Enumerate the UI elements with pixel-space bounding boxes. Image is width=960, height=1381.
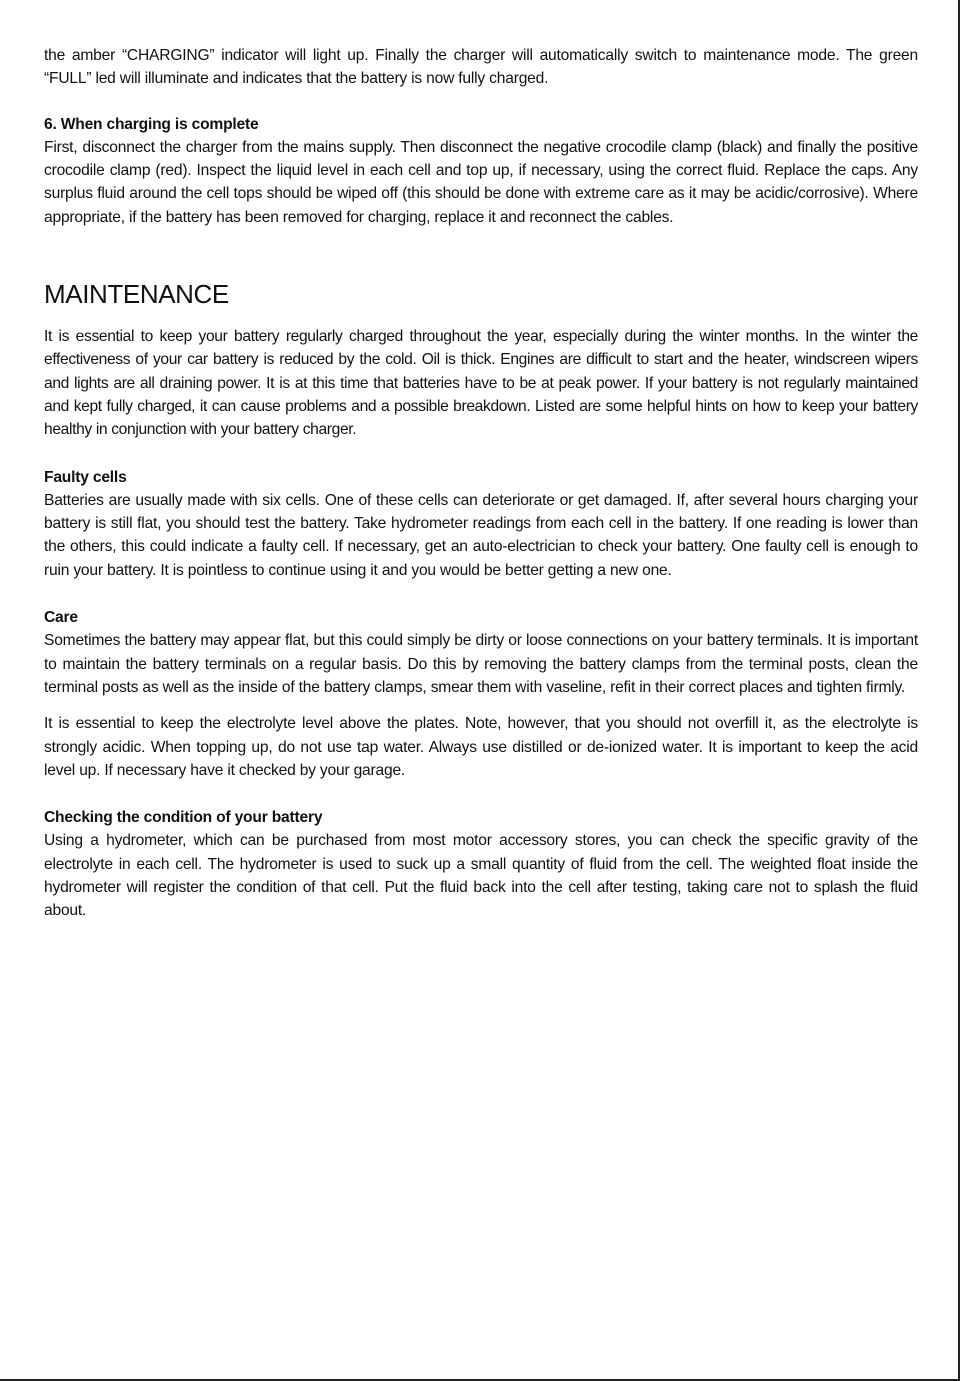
section-faulty-cells [44, 466, 918, 582]
checking-heading: Checking the condition of your battery [44, 809, 323, 827]
faulty-cells-body: Batteries are usually made with six cells. One of these cells can deteriorate or get damaged. If, after several hours charging your battery is still flat, you should test the battery. Take hydrometer readings from each cell in the battery. If one reading is lower than the others, this could indicate a faulty cell. If necessary, get an auto-electrician to check your battery. One faulty cell is enough to ruin your battery. It is pointless to continue using it and you would be better getting a new one. [44, 491, 918, 579]
section-checking-condition [44, 806, 918, 922]
section-care [44, 606, 918, 782]
section-heading: 6. When charging is complete [44, 115, 259, 133]
intro-paragraph: the amber “CHARGING” indicator will light up. Finally the charger will automatically switch to maintenance mode. The green “FULL” led will illuminate and indicates that the battery is now fully charged. [44, 47, 918, 88]
section-when-charging-complete [44, 113, 918, 229]
faulty-cells-heading: Faulty cells [44, 468, 127, 486]
checking-body: Using a hydrometer, which can be purchased from most motor accessory stores, you can check the specific gravity of the electrolyte in each cell. The hydrometer is used to suck up a small quantity of fluid from the cell. The weighted float inside the hydrometer will register the condition of that cell. Put the fluid back into the cell after testing, taking care not to splash the fluid about. [44, 832, 918, 920]
maintenance-intro: It is essential to keep your battery regularly charged throughout the year, especially during the winter months. In the winter the effectiveness of your car battery is reduced by the cold. Oil is thick. Engines are difficult to start and the heater, windscreen wipers and lights are all draining power. It is at this time that batteries have to be at peak power. If your battery is not regularly maintained and kept fully charged, it can cause problems and a possible breakdown. Listed are some helpful hints on how to keep your battery healthy in conjunction with your battery charger. [44, 328, 918, 439]
document-content [44, 44, 918, 923]
care-body-1: Sometimes the battery may appear flat, but this could simply be dirty or loose connections on your battery terminals. It is important to maintain the battery terminals on a regular basis. Do this by removing the battery clamps from the terminal posts, clean the terminal posts as well as the inside of the battery clamps, smear them with vaseline, refit in their correct places and tighten firmly. [44, 632, 918, 696]
care-heading: Care [44, 609, 78, 627]
section-body: First, disconnect the charger from the mains supply. Then disconnect the negative crocodile clamp (black) and finally the positive crocodile clamp (red). Inspect the liquid level in each cell and top up, if necessary, using the correct fluid. Replace the caps. Any surplus fluid around the cell tops should be wiped off (this should be done with extreme care as it may be acidic/corrosive). Where appropriate, if the battery has been removed for charging, replace it and reconnect the cables. [44, 138, 918, 226]
care-body-2: It is essential to keep the electrolyte level above the plates. Note, however, that you should not overfill it, as the electrolyte is strongly acidic. When topping up, do not use tap water. Always use distilled or de-ionized water. It is important to keep the acid level up. If necessary have it checked by your garage. [44, 715, 918, 779]
maintenance-title: MAINTENANCE [44, 279, 229, 310]
